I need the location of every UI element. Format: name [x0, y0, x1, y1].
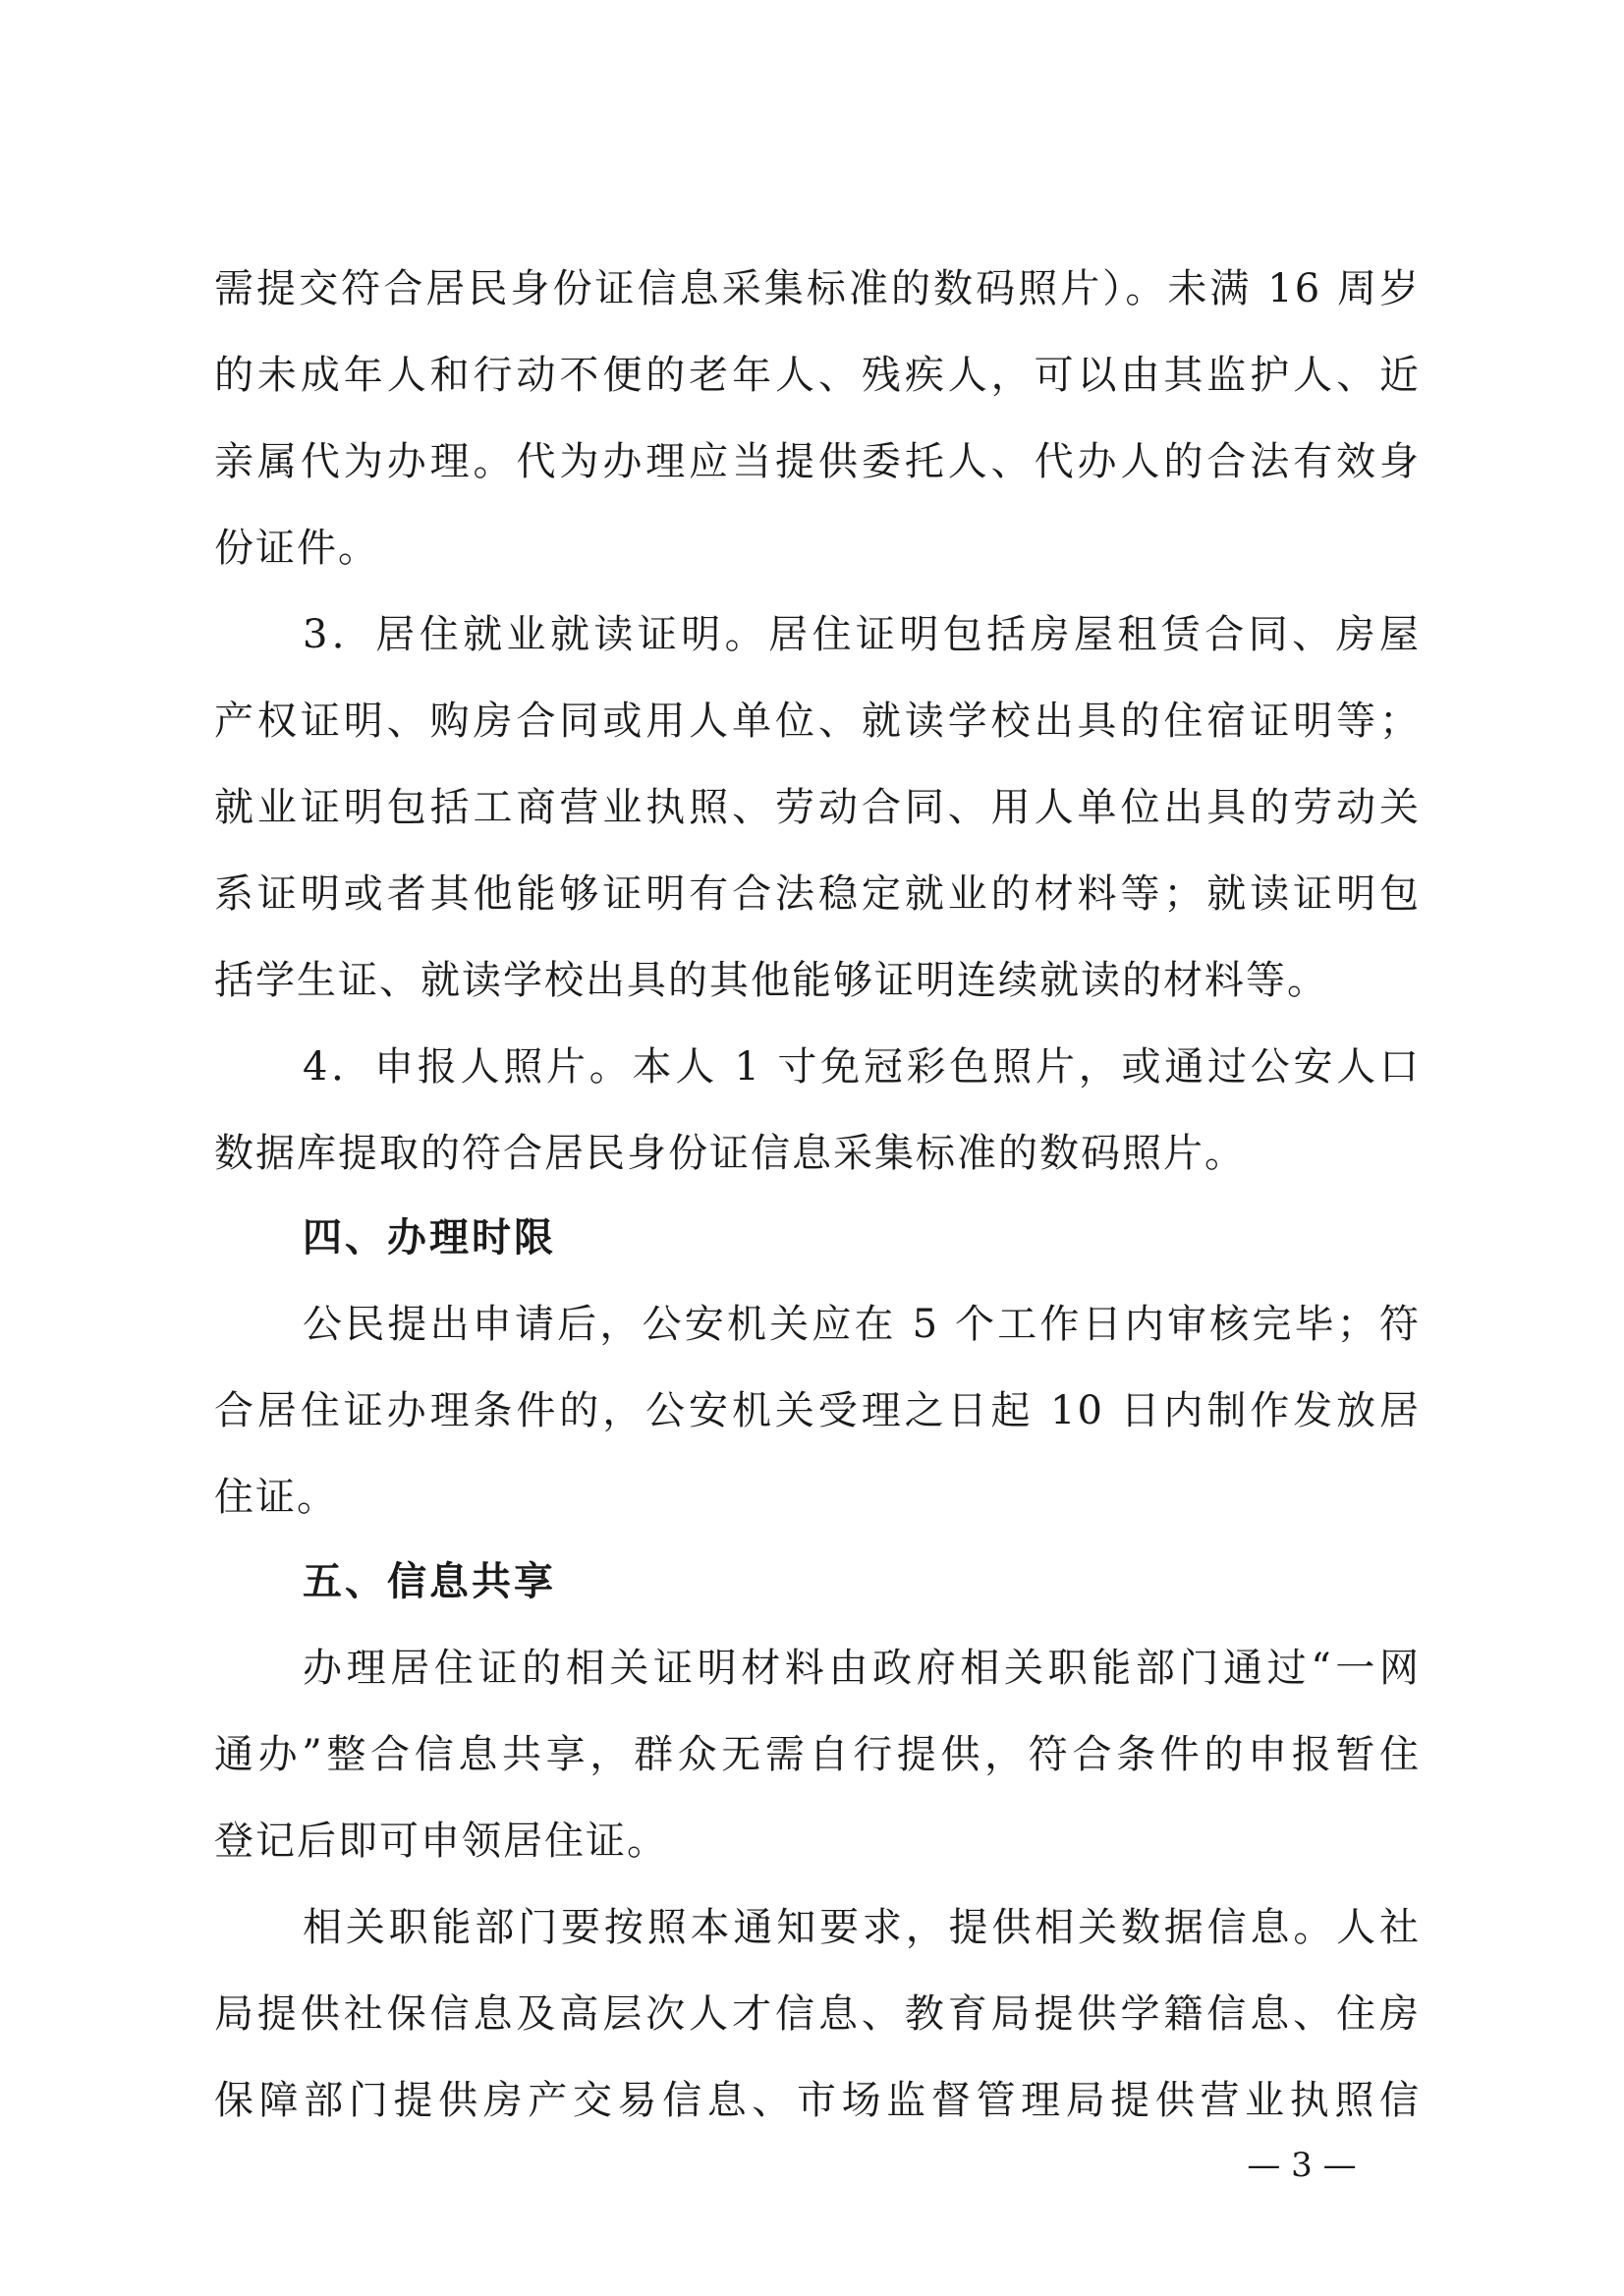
item-4-line: 4．申报人照片。本人 1 寸免冠彩色照片，或通过公安人口	[303, 1044, 1421, 1090]
paragraph-line: 需提交符合居民身份证信息采集标准的数码照片）。未满 16 周岁	[214, 266, 1421, 311]
section-heading-processing-time: 四、办理时限	[303, 1215, 556, 1260]
paragraph-line: 住证。	[214, 1475, 338, 1520]
paragraph-line: 保障部门提供房产交易信息、市场监督管理局提供营业执照信	[214, 2078, 1421, 2123]
paragraph-line: 产权证明、购房合同或用人单位、就读学校出具的住宿证明等；	[214, 699, 1421, 744]
item-3-line: 3．居住就业就读证明。居住证明包括房屋租赁合同、房屋	[303, 612, 1421, 657]
paragraph-line: 通办”整合信息共享，群众无需自行提供，符合条件的申报暂住	[214, 1732, 1421, 1777]
paragraph-line: 份证件。	[214, 526, 379, 571]
paragraph-line: 局提供社保信息及高层次人才信息、教育局提供学籍信息、住房	[214, 1991, 1421, 2037]
paragraph-line: 数据库提取的符合居民身份证信息采集标准的数码照片。	[214, 1131, 1246, 1176]
page-number: — 3 —	[1247, 2146, 1357, 2185]
paragraph-line: 登记后即可申领居住证。	[214, 1819, 668, 1864]
paragraph-line: 系证明或者其他能够证明有合法稳定就业的材料等；就读证明包	[214, 871, 1421, 917]
paragraph-line: 括学生证、就读学校出具的其他能够证明连续就读的材料等。	[214, 958, 1328, 1003]
paragraph-line: 亲属代为办理。代为办理应当提供委托人、代办人的合法有效身	[214, 439, 1421, 484]
paragraph-line: 相关职能部门要按照本通知要求，提供相关数据信息。人社	[303, 1905, 1421, 1950]
paragraph-line: 办理居住证的相关证明材料由政府相关职能部门通过“一网	[303, 1646, 1421, 1691]
paragraph-line: 公民提出申请后，公安机关应在 5 个工作日内审核完毕；符	[303, 1302, 1421, 1347]
section-heading-information-sharing: 五、信息共享	[303, 1559, 556, 1604]
paragraph-line: 就业证明包括工商营业执照、劳动合同、用人单位出具的劳动关	[214, 785, 1421, 830]
paragraph-line: 的未成年人和行动不便的老年人、残疾人，可以由其监护人、近	[214, 353, 1421, 398]
paragraph-line: 合居住证办理条件的，公安机关受理之日起 10 日内制作发放居	[214, 1388, 1421, 1433]
